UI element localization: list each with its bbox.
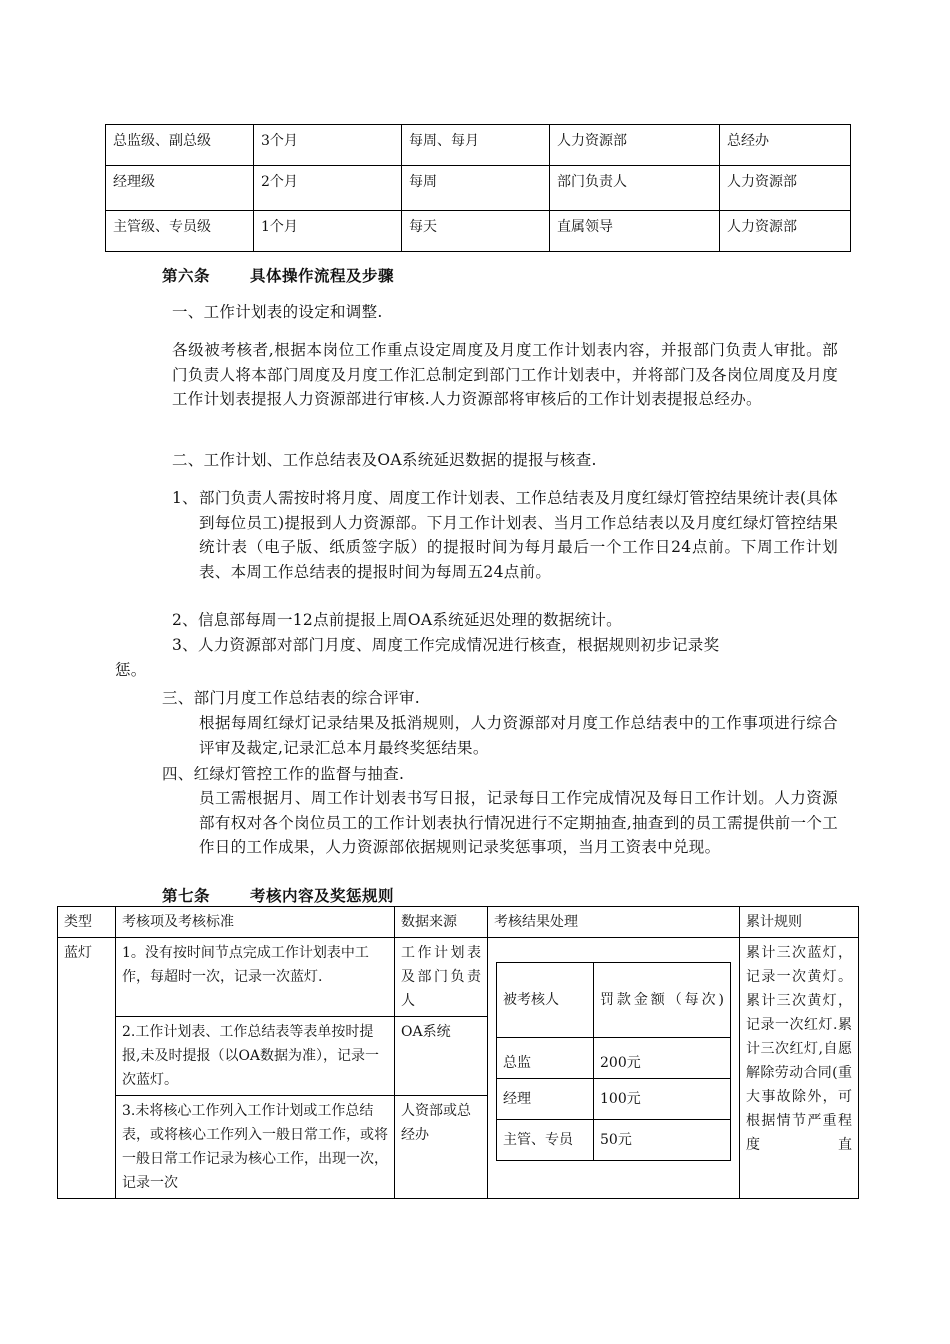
article6-heading <box>162 264 394 286</box>
section2-title: 二、工作计划、工作总结表及OA系统延迟数据的提报与核查. <box>172 451 597 469</box>
penalty-table <box>496 962 731 1161</box>
penalty-header: 被考核人 <box>497 963 594 1038</box>
table-cell: 每周、每月 <box>402 125 550 166</box>
cycle-table <box>105 124 851 252</box>
penalty-header-row <box>497 963 731 1038</box>
list-item-number: 1、 <box>172 489 198 507</box>
source-cell: 人资部或总经办 <box>395 1096 488 1199</box>
penalty-amount: 200元 <box>594 1038 731 1079</box>
section3-title: 三、部门月度工作总结表的综合评审. <box>162 689 421 707</box>
column-header: 类型 <box>58 907 116 938</box>
penalty-role: 经理 <box>497 1079 594 1120</box>
column-header: 累计规则 <box>740 907 859 938</box>
list-item-continuation: 惩。 <box>115 661 147 679</box>
source-cell: 工作计划表及部门负责人 <box>395 938 488 1017</box>
list-item: 3、人力资源部对部门月度、周度工作完成情况进行核查，根据规则初步记录奖 <box>172 636 720 654</box>
table-cell: 每周 <box>402 166 550 211</box>
table-header-row <box>58 907 859 938</box>
section1-body: 各级被考核者,根据本岗位工作重点设定周度及月度工作计划表内容，并报部门负责人审批。部门负责人将本部门周度及月度工作汇总制定到部门工作计划表中，并将部门及各岗位周度及月度工作计划表提报人力资源部进行审核.人力资源部将审核后的工作计划表提报总经办。 <box>172 341 838 408</box>
penalty-row <box>497 1079 731 1120</box>
table-row <box>106 211 851 252</box>
penalty-role: 总监 <box>497 1038 594 1079</box>
article-title: 考核内容及奖惩规则 <box>250 886 395 905</box>
article-title: 具体操作流程及步骤 <box>250 266 395 285</box>
cumulative-rule-cell: 累计三次蓝灯，记录一次黄灯。累计三次黄灯，记录一次红灯.累计三次红灯,自愿解除劳动合同(重大事故除外，可根据情节严重程度直 <box>740 938 859 1199</box>
section3-body: 根据每周红绿灯记录结果及抵消规则，人力资源部对月度工作总结表中的工作事项进行综合评审及裁定,记录汇总本月最终奖惩结果。 <box>199 714 838 757</box>
list-item: 2、信息部每周一12点前提报上周OA系统延迟处理的数据统计。 <box>172 611 622 629</box>
table-row <box>106 166 851 211</box>
list-item: 部门负责人需按时将月度、周度工作计划表、工作总结表及月度红绿灯管控结果统计表(具体到每位员工)提报到人力资源部。下月工作计划表、当月工作总结表以及月度红绿灯管控结果统计表（电子版、纸质签字版）的提报时间为每月最后一个工作日24点前。下周工作计划表、本周工作总结表的提报时间为每周五24点前。 <box>199 489 838 581</box>
table-cell: 每天 <box>402 211 550 252</box>
column-header: 考核结果处理 <box>488 907 740 938</box>
penalty-role: 主管、专员 <box>497 1120 594 1161</box>
table-cell: 2个月 <box>254 166 402 211</box>
table-cell: 人力资源部 <box>720 211 851 252</box>
penalty-amount: 50元 <box>594 1120 731 1161</box>
source-cell: OA系统 <box>395 1017 488 1096</box>
table-row <box>58 938 859 1017</box>
table-cell: 主管级、专员级 <box>106 211 254 252</box>
table-row <box>106 125 851 166</box>
table-cell: 经理级 <box>106 166 254 211</box>
section4-title: 四、红绿灯管控工作的监督与抽查. <box>162 765 405 783</box>
section4-body: 员工需根据月、周工作计划表书写日报，记录每日工作完成情况及每日工作计划。人力资源部有权对各个岗位员工的工作计划表执行情况进行不定期抽查,抽查到的员工需提供前一个工作日的工作成果，人力资源部依据规则记录奖惩事项，当月工资表中兑现。 <box>199 789 838 856</box>
article-number: 第七条 <box>162 886 211 905</box>
table-cell: 直属领导 <box>550 211 720 252</box>
section1-title: 一、工作计划表的设定和调整. <box>172 303 383 321</box>
penalty-amount: 100元 <box>594 1079 731 1120</box>
table-cell: 3个月 <box>254 125 402 166</box>
table-cell: 人力资源部 <box>550 125 720 166</box>
penalty-row <box>497 1038 731 1079</box>
article7-heading <box>162 884 394 906</box>
table-cell: 人力资源部 <box>720 166 851 211</box>
standard-cell: 2.工作计划表、工作总结表等表单按时提报,未及时提报（以OA数据为准），记录一次蓝灯。 <box>116 1017 395 1096</box>
column-header: 数据来源 <box>395 907 488 938</box>
penalty-header: 罚款金额（每次) <box>594 963 731 1038</box>
article-number: 第六条 <box>162 266 211 285</box>
table-cell: 总监级、副总级 <box>106 125 254 166</box>
rules-table <box>57 906 859 1199</box>
table-cell: 部门负责人 <box>550 166 720 211</box>
table-cell: 总经办 <box>720 125 851 166</box>
standard-cell: 1。没有按时间节点完成工作计划表中工作，每超时一次，记录一次蓝灯. <box>116 938 395 1017</box>
column-header: 考核项及考核标准 <box>116 907 395 938</box>
table-cell: 1个月 <box>254 211 402 252</box>
standard-cell: 3.未将核心工作列入工作计划或工作总结表，或将核心工作列入一般日常工作，或将一般日常工作记录为核心工作，出现一次，记录一次 <box>116 1096 395 1199</box>
type-cell: 蓝灯 <box>58 938 116 1199</box>
penalty-cell <box>488 938 740 1199</box>
penalty-row <box>497 1120 731 1161</box>
